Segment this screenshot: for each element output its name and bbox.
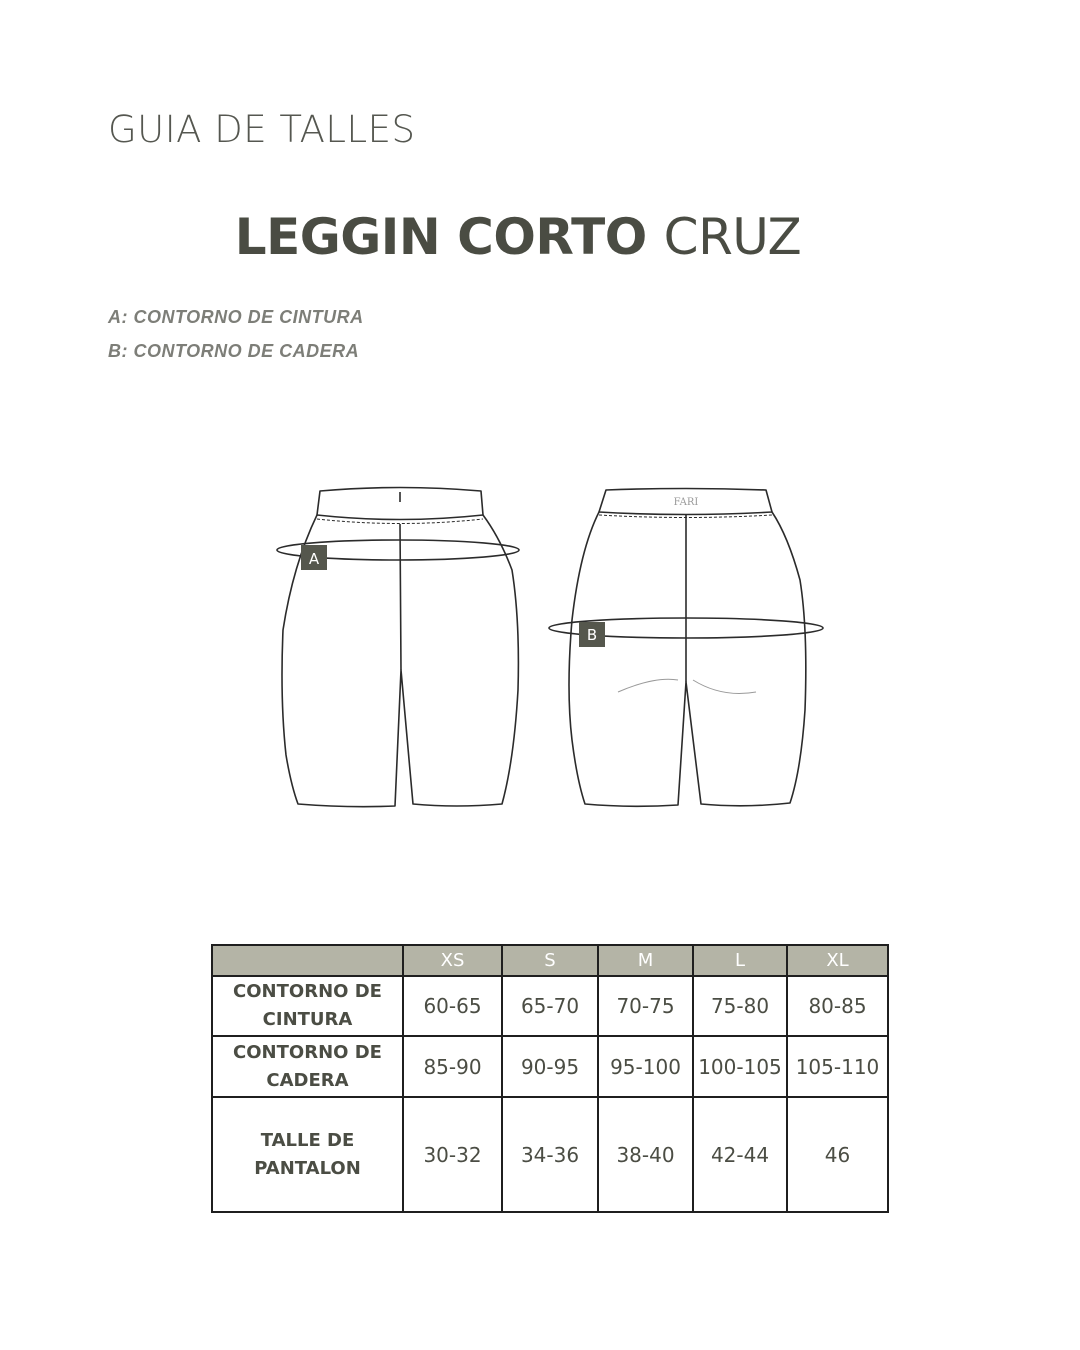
table-cell: 42-44 [693, 1097, 787, 1212]
back-outline [569, 512, 806, 806]
row-label-hip: CONTORNO DE CADERA [212, 1036, 403, 1097]
table-cell: 80-85 [787, 976, 888, 1036]
table-cell: 90-95 [502, 1036, 598, 1097]
marker-a-label: A [308, 550, 320, 568]
product-name-bold: LEGGIN CORTO [234, 208, 647, 266]
guide-title: GUIA DE TALLES [108, 108, 416, 151]
table-cell: 34-36 [502, 1097, 598, 1212]
table-cell: 60-65 [403, 976, 502, 1036]
table-cell: 75-80 [693, 976, 787, 1036]
table-cell: 65-70 [502, 976, 598, 1036]
size-header-xs: XS [403, 945, 502, 976]
table-corner-cell [212, 945, 403, 976]
table-cell: 70-75 [598, 976, 693, 1036]
legend-item-a: A: CONTORNO DE CINTURA [108, 307, 364, 327]
garment-diagram [0, 470, 1080, 830]
table-cell: 105-110 [787, 1036, 888, 1097]
table-cell: 100-105 [693, 1036, 787, 1097]
table-cell: 38-40 [598, 1097, 693, 1212]
front-view-drawing [282, 488, 518, 807]
row-label-pant-size: TALLE DE PANTALON [212, 1097, 403, 1212]
marker-b-label: B [586, 626, 598, 644]
table-cell: 30-32 [403, 1097, 502, 1212]
size-table [211, 944, 889, 1213]
back-view-drawing [569, 489, 806, 807]
table-cell: 46 [787, 1097, 888, 1212]
size-header-xl: XL [787, 945, 888, 976]
row-label-waist: CONTORNO DE CINTURA [212, 976, 403, 1036]
measurement-legend [108, 305, 364, 373]
brand-label: FARI [673, 497, 699, 508]
product-title [0, 208, 1036, 266]
table-cell: 85-90 [403, 1036, 502, 1097]
size-header-m: M [598, 945, 693, 976]
table-row [212, 1097, 888, 1212]
legend-item-b: B: CONTORNO DE CADERA [108, 341, 360, 361]
size-header-l: L [693, 945, 787, 976]
table-cell: 95-100 [598, 1036, 693, 1097]
table-header-row [212, 945, 888, 976]
product-name-light: CRUZ [663, 208, 802, 266]
table-row [212, 976, 888, 1036]
size-header-s: S [502, 945, 598, 976]
table-row [212, 1036, 888, 1097]
